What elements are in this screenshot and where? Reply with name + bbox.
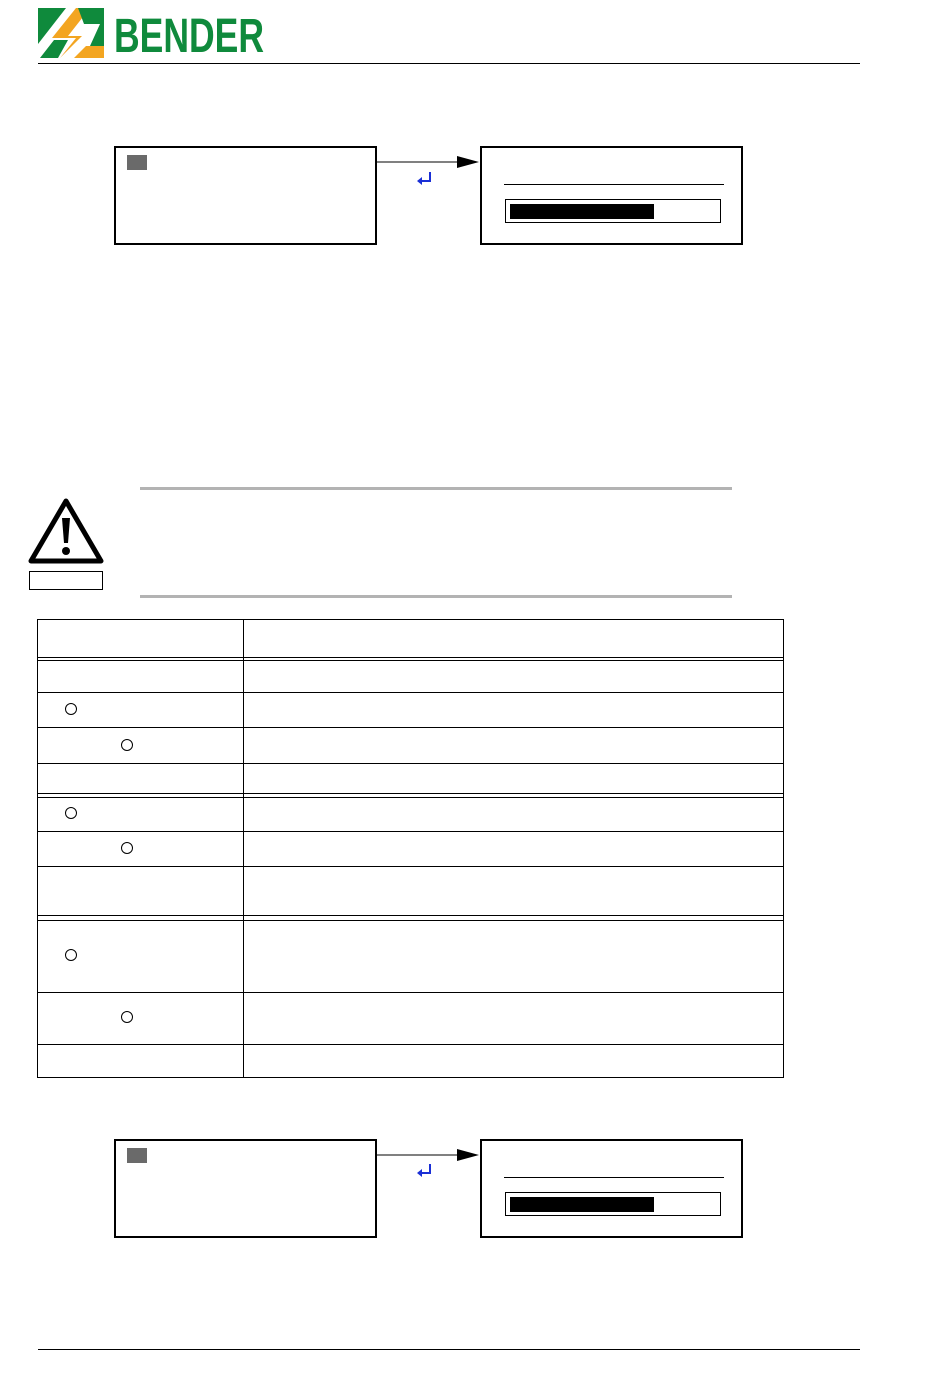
warning-rule-bottom bbox=[140, 595, 732, 598]
lcd-screen-progress bbox=[480, 146, 743, 245]
radio-button[interactable] bbox=[65, 807, 77, 819]
brand-name: BENDER bbox=[114, 10, 264, 63]
radio-button[interactable] bbox=[121, 1011, 133, 1023]
enter-return-icon bbox=[416, 170, 434, 188]
table-grid bbox=[37, 619, 784, 1078]
footer-divider bbox=[38, 1349, 860, 1350]
warning-triangle-icon bbox=[28, 498, 104, 564]
progress-bar-fill bbox=[510, 204, 654, 219]
lcd-divider bbox=[504, 184, 724, 185]
progress-bar-fill bbox=[510, 1197, 654, 1212]
parameter-table bbox=[37, 619, 784, 1078]
lcd-divider bbox=[504, 1177, 724, 1178]
warning-label-box bbox=[29, 571, 103, 590]
progress-bar bbox=[505, 1192, 721, 1216]
warning-rule-top bbox=[140, 487, 732, 490]
progress-bar bbox=[505, 199, 721, 223]
header-divider bbox=[38, 63, 860, 64]
bender-logo bbox=[38, 6, 268, 63]
lcd-indicator-square bbox=[127, 155, 147, 170]
radio-button[interactable] bbox=[65, 949, 77, 961]
flow-arrow bbox=[377, 154, 481, 170]
radio-button[interactable] bbox=[121, 739, 133, 751]
lcd-indicator-square bbox=[127, 1148, 147, 1163]
lcd-screen-start bbox=[114, 1139, 377, 1238]
flow-arrow bbox=[377, 1147, 481, 1163]
lcd-screen-progress bbox=[480, 1139, 743, 1238]
enter-return-icon bbox=[416, 1162, 434, 1180]
lcd-screen-start bbox=[114, 146, 377, 245]
radio-button[interactable] bbox=[65, 703, 77, 715]
bender-logo-icon bbox=[38, 8, 104, 58]
radio-button[interactable] bbox=[121, 842, 133, 854]
